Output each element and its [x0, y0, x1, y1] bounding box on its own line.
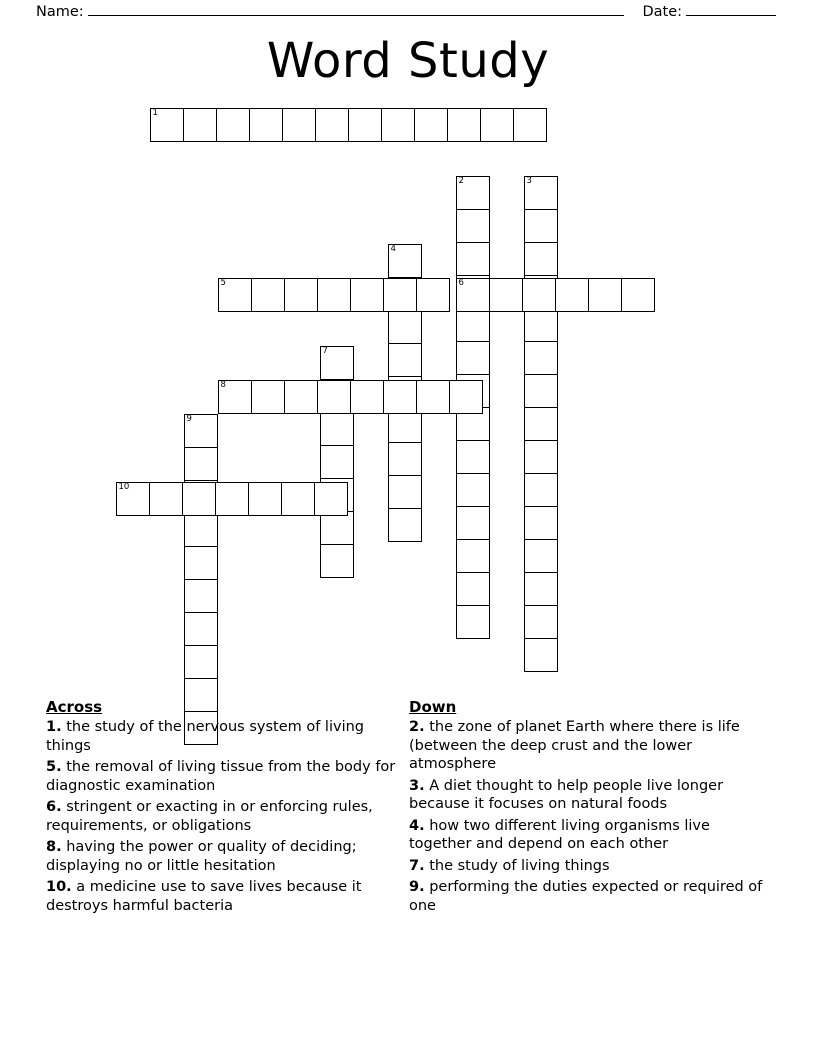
- crossword-cell[interactable]: [248, 482, 282, 516]
- crossword-cell[interactable]: [317, 380, 351, 414]
- clue-number: 6.: [46, 799, 62, 816]
- crossword-cell[interactable]: [489, 278, 523, 312]
- crossword-cell[interactable]: [524, 308, 558, 342]
- crossword-cell[interactable]: [524, 572, 558, 606]
- page-title: Word Study: [266, 33, 550, 89]
- crossword-cell[interactable]: [388, 508, 422, 542]
- clue-number: 3.: [409, 777, 425, 794]
- crossword-cell[interactable]: [524, 440, 558, 474]
- crossword-cell-number: 4: [390, 244, 396, 254]
- crossword-cell[interactable]: [388, 475, 422, 509]
- crossword-cell[interactable]: [149, 482, 183, 516]
- clues-section: [46, 698, 772, 918]
- crossword-cell[interactable]: [456, 341, 490, 375]
- crossword-cell[interactable]: [183, 108, 217, 142]
- crossword-cell[interactable]: [524, 638, 558, 672]
- crossword-cell[interactable]: [284, 380, 318, 414]
- crossword-cell[interactable]: [388, 442, 422, 476]
- clue-text: the removal of living tissue from the body for diagnostic examination: [46, 759, 396, 794]
- clue-down-9: [409, 878, 764, 915]
- clue-number: 9.: [409, 879, 425, 896]
- crossword-cell-number: 7: [322, 346, 328, 356]
- clue-text: A diet thought to help people live longer because it focuses on natural foods: [409, 777, 724, 813]
- crossword-cell[interactable]: [524, 341, 558, 375]
- clue-down-3: [409, 777, 764, 814]
- crossword-cell[interactable]: [456, 605, 490, 639]
- crossword-cell[interactable]: [320, 445, 354, 479]
- crossword-cell[interactable]: [184, 546, 218, 580]
- crossword-cell-number: 8: [220, 380, 226, 390]
- crossword-cell[interactable]: [383, 380, 417, 414]
- crossword-cell[interactable]: [184, 447, 218, 481]
- crossword-cell[interactable]: [184, 414, 218, 448]
- clue-number: 4.: [409, 817, 425, 834]
- crossword-cell[interactable]: [524, 176, 558, 210]
- across-clues-column: [46, 698, 409, 918]
- crossword-cell[interactable]: [315, 108, 349, 142]
- crossword-cell[interactable]: [116, 482, 150, 516]
- clue-across-5: [46, 758, 401, 795]
- crossword-cell[interactable]: [456, 209, 490, 243]
- crossword-grid[interactable]: [0, 108, 816, 698]
- crossword-cell[interactable]: [456, 506, 490, 540]
- crossword-cell[interactable]: [320, 412, 354, 446]
- clue-across-8: [46, 838, 401, 875]
- crossword-cell[interactable]: [383, 278, 417, 312]
- crossword-cell[interactable]: [524, 506, 558, 540]
- crossword-cell[interactable]: [524, 407, 558, 441]
- crossword-cell[interactable]: [621, 278, 655, 312]
- crossword-cell[interactable]: [414, 108, 448, 142]
- crossword-cell[interactable]: [251, 278, 285, 312]
- crossword-cell[interactable]: [184, 645, 218, 679]
- crossword-cell-number: 5: [220, 278, 226, 288]
- crossword-cell[interactable]: [388, 343, 422, 377]
- clue-text: stringent or exacting in or enforcing rules, requirements, or obligations: [46, 799, 373, 834]
- down-clues-column: [409, 698, 772, 918]
- crossword-cell[interactable]: [215, 482, 249, 516]
- clue-text: the study of living things: [424, 857, 610, 874]
- crossword-cell[interactable]: [184, 612, 218, 646]
- clue-text: a medicine use to save lives because it destroys harmful bacteria: [46, 879, 362, 914]
- crossword-cell-number: 9: [186, 414, 192, 424]
- crossword-cell[interactable]: [524, 209, 558, 243]
- name-write-line[interactable]: [88, 14, 625, 16]
- crossword-cell[interactable]: [218, 278, 252, 312]
- crossword-cell[interactable]: [555, 278, 589, 312]
- crossword-cell[interactable]: [456, 473, 490, 507]
- clue-number: 10.: [46, 879, 72, 896]
- crossword-cell[interactable]: [416, 278, 450, 312]
- clue-across-1: [46, 718, 401, 755]
- crossword-cell[interactable]: [456, 440, 490, 474]
- crossword-cell[interactable]: [588, 278, 622, 312]
- crossword-cell[interactable]: [524, 242, 558, 276]
- clue-down-7: [409, 857, 764, 876]
- crossword-cell[interactable]: [216, 108, 250, 142]
- crossword-cell[interactable]: [456, 278, 490, 312]
- crossword-cell[interactable]: [249, 108, 283, 142]
- crossword-cell[interactable]: [314, 482, 348, 516]
- crossword-cell-number: 2: [458, 176, 464, 186]
- clue-across-10: [46, 878, 401, 915]
- across-heading: Across: [46, 698, 103, 716]
- crossword-cell[interactable]: [456, 539, 490, 573]
- crossword-cell[interactable]: [320, 544, 354, 578]
- crossword-cell[interactable]: [456, 176, 490, 210]
- crossword-cell[interactable]: [184, 579, 218, 613]
- crossword-cell[interactable]: [320, 511, 354, 545]
- crossword-cell[interactable]: [388, 244, 422, 278]
- crossword-cell[interactable]: [182, 482, 216, 516]
- crossword-cell-number: 1: [152, 108, 158, 118]
- crossword-cell[interactable]: [150, 108, 184, 142]
- crossword-cell[interactable]: [284, 278, 318, 312]
- crossword-cell[interactable]: [524, 473, 558, 507]
- crossword-cell[interactable]: [480, 108, 514, 142]
- crossword-cell[interactable]: [381, 108, 415, 142]
- date-write-line[interactable]: [686, 14, 776, 16]
- crossword-cell[interactable]: [281, 482, 315, 516]
- crossword-cell[interactable]: [513, 108, 547, 142]
- clue-text: having the power or quality of deciding; displaying no or little hesitation: [46, 839, 357, 874]
- crossword-cell[interactable]: [388, 310, 422, 344]
- crossword-cell[interactable]: [449, 380, 483, 414]
- clue-number: 7.: [409, 857, 425, 874]
- crossword-cell[interactable]: [524, 539, 558, 573]
- clue-text: the zone of planet Earth where there is life (between the deep crust and the lower atmosphere: [409, 719, 740, 773]
- crossword-cell[interactable]: [350, 278, 384, 312]
- crossword-cell-number: 3: [526, 176, 532, 186]
- crossword-cell[interactable]: [456, 242, 490, 276]
- crossword-cell[interactable]: [251, 380, 285, 414]
- crossword-cell[interactable]: [388, 409, 422, 443]
- crossword-cell[interactable]: [522, 278, 556, 312]
- clue-number: 5.: [46, 759, 62, 776]
- crossword-cell[interactable]: [350, 380, 384, 414]
- clue-text: the study of the nervous system of living things: [46, 719, 364, 754]
- clue-number: 2.: [409, 719, 425, 735]
- clue-text: how two different living organisms live together and depend on each other: [409, 817, 710, 853]
- clue-down-2: [409, 718, 764, 774]
- crossword-cell[interactable]: [317, 278, 351, 312]
- crossword-cell[interactable]: [320, 346, 354, 380]
- crossword-cell[interactable]: [218, 380, 252, 414]
- date-label: Date:: [642, 4, 682, 20]
- clue-across-6: [46, 798, 401, 835]
- name-label: Name:: [36, 4, 84, 20]
- crossword-cell-number: 10: [118, 482, 130, 492]
- crossword-cell[interactable]: [348, 108, 382, 142]
- crossword-cell[interactable]: [456, 572, 490, 606]
- down-heading: Down: [409, 698, 457, 716]
- crossword-cell[interactable]: [524, 605, 558, 639]
- clue-text: performing the duties expected or required of one: [409, 879, 763, 914]
- crossword-cell[interactable]: [184, 513, 218, 547]
- clue-number: 1.: [46, 719, 62, 735]
- clue-down-4: [409, 817, 764, 854]
- crossword-cell[interactable]: [447, 108, 481, 142]
- worksheet-header: [36, 4, 780, 20]
- crossword-cell[interactable]: [282, 108, 316, 142]
- crossword-cell[interactable]: [456, 308, 490, 342]
- crossword-cell-number: 6: [458, 278, 464, 288]
- crossword-cell[interactable]: [416, 380, 450, 414]
- crossword-cell[interactable]: [524, 374, 558, 408]
- clue-number: 8.: [46, 839, 62, 856]
